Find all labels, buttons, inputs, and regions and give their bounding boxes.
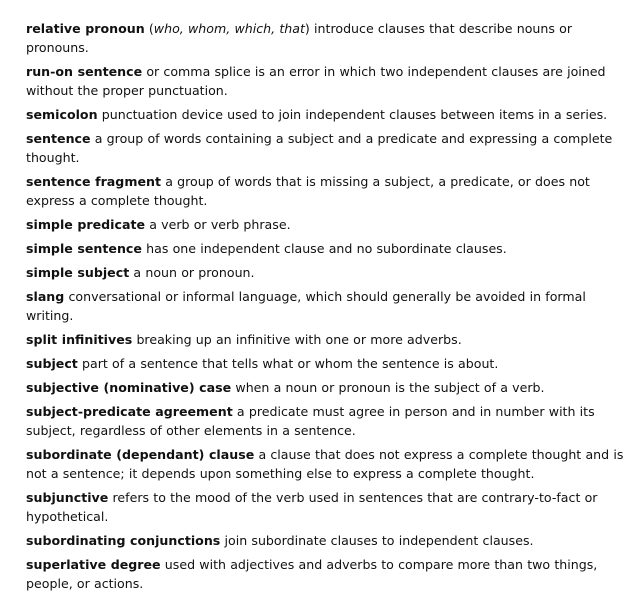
glossary-entry-subject-predicate-agreement xyxy=(26,402,632,440)
glossary-term: sentence fragment xyxy=(26,174,161,189)
glossary-definition: part of a sentence that tells what or whom the sentence is about. xyxy=(77,356,499,371)
glossary-term: subordinate (dependant) clause xyxy=(26,447,255,462)
glossary-definition: ) introduce clauses that describe nouns or pronouns. xyxy=(26,21,573,55)
glossary-list xyxy=(26,19,632,598)
glossary-term: simple sentence xyxy=(26,241,142,256)
glossary-definition: a verb or verb phrase. xyxy=(145,217,291,232)
glossary-definition: breaking up an infinitive with one or more adverbs. xyxy=(132,332,462,347)
glossary-entry-subjunctive xyxy=(26,488,632,526)
glossary-term: semicolon xyxy=(26,107,98,122)
glossary-entry-sentence xyxy=(26,129,632,167)
glossary-entry-simple-sentence xyxy=(26,239,632,258)
glossary-entry-slang xyxy=(26,287,632,325)
glossary-paren-open: ( xyxy=(144,21,154,36)
glossary-examples: who, whom, which, that xyxy=(153,21,305,36)
glossary-term: superlative degree xyxy=(26,557,161,572)
glossary-term: subordinating conjunctions xyxy=(26,533,221,548)
glossary-definition: a group of words containing a subject and a predicate and expressing a complete thought. xyxy=(26,131,613,165)
glossary-term: subject xyxy=(26,356,78,371)
glossary-term: run-on sentence xyxy=(26,64,143,79)
glossary-entry-split-infinitives xyxy=(26,330,632,349)
glossary-term: subjunctive xyxy=(26,490,109,505)
glossary-term: slang xyxy=(26,289,65,304)
glossary-entry-run-on-sentence xyxy=(26,62,632,100)
glossary-term: simple predicate xyxy=(26,217,146,232)
glossary-term: sentence xyxy=(26,131,91,146)
glossary-definition: a group of words that is missing a subject, a predicate, or does not express a complete thought. xyxy=(26,174,590,208)
glossary-entry-subjective-case xyxy=(26,378,632,397)
glossary-entry-superlative-degree xyxy=(26,555,632,593)
glossary-entry-simple-predicate xyxy=(26,215,632,234)
glossary-entry-semicolon xyxy=(26,105,632,124)
glossary-definition: a noun or pronoun. xyxy=(129,265,255,280)
glossary-entry-subordinating-conjunctions xyxy=(26,531,632,550)
glossary-definition: a clause that does not express a complete thought and is not a sentence; it depends upon something else to express a complete thought. xyxy=(26,447,624,481)
glossary-definition: join subordinate clauses to independent clauses. xyxy=(220,533,534,548)
glossary-entry-subject xyxy=(26,354,632,373)
glossary-definition: used with adjectives and adverbs to compare more than two things, people, or actions. xyxy=(26,557,598,591)
glossary-definition: refers to the mood of the verb used in sentences that are contrary-to-fact or hypothetical. xyxy=(26,490,598,524)
glossary-definition: or comma splice is an error in which two independent clauses are joined without the proper punctuation. xyxy=(26,64,606,98)
glossary-definition: has one independent clause and no subordinate clauses. xyxy=(141,241,507,256)
glossary-term: simple subject xyxy=(26,265,130,280)
glossary-entry-simple-subject xyxy=(26,263,632,282)
glossary-entry-sentence-fragment xyxy=(26,172,632,210)
glossary-term: split infinitives xyxy=(26,332,133,347)
glossary-entry-subordinate-clause xyxy=(26,445,632,483)
glossary-term: relative pronoun xyxy=(26,21,145,36)
glossary-term: subject-predicate agreement xyxy=(26,404,233,419)
glossary-definition: a predicate must agree in person and in number with its subject, regardless of other elements in a sentence. xyxy=(26,404,595,438)
glossary-definition: when a noun or pronoun is the subject of a verb. xyxy=(231,380,545,395)
glossary-definition: conversational or informal language, which should generally be avoided in formal writing. xyxy=(26,289,586,323)
glossary-term: subjective (nominative) case xyxy=(26,380,232,395)
glossary-definition: punctuation device used to join independent clauses between items in a series. xyxy=(97,107,608,122)
glossary-entry-relative-pronoun xyxy=(26,19,632,57)
